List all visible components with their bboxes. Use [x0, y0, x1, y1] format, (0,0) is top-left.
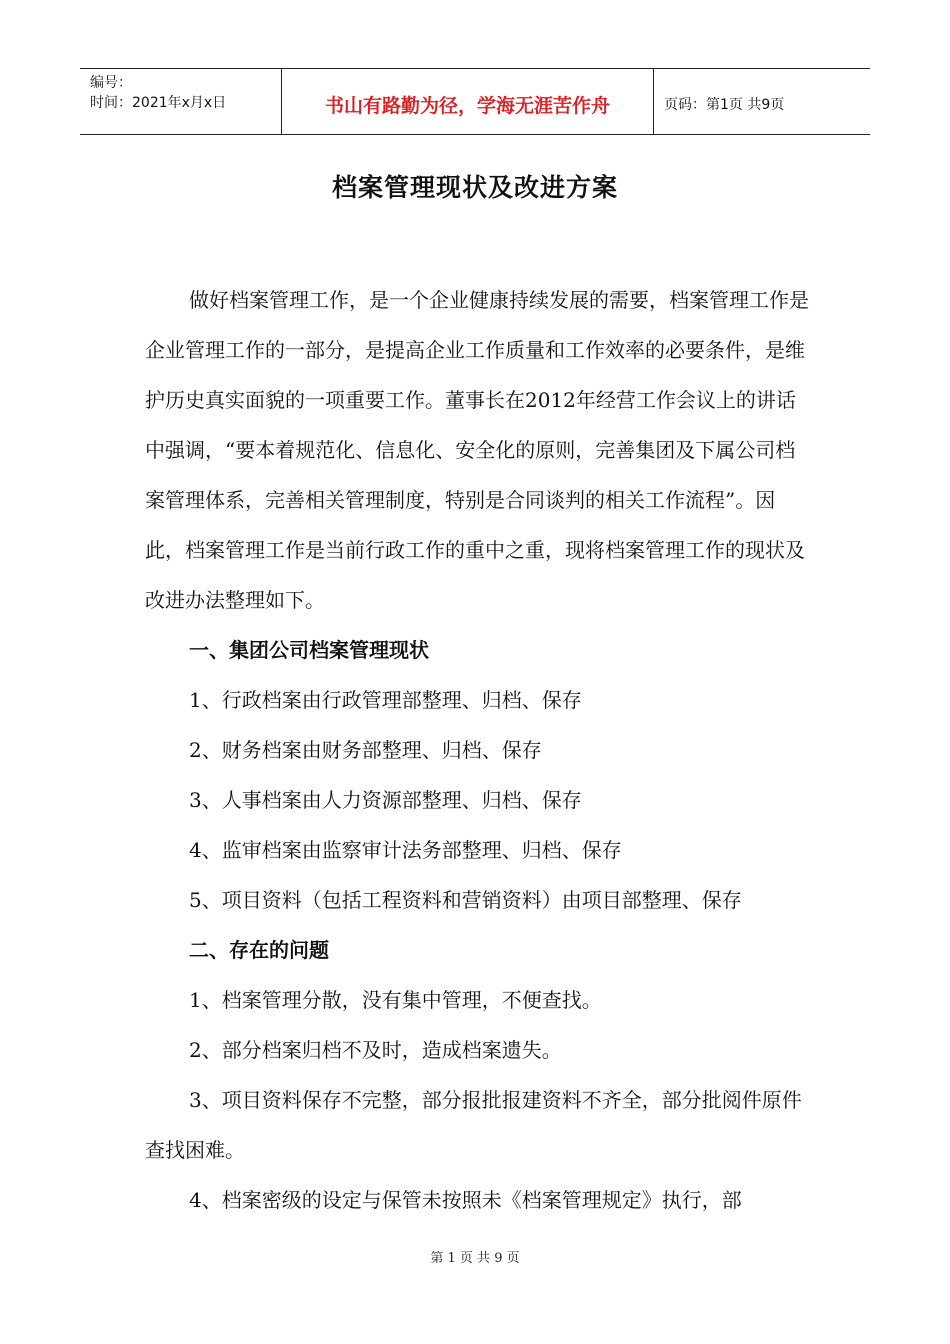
list-item: 1、档案管理分散，没有集中管理，不便查找。 [189, 988, 602, 1012]
section-heading-current-status: 一、集团公司档案管理现状 [189, 638, 429, 662]
list-item: 4、监审档案由监察审计法务部整理、归档、保存 [189, 838, 622, 862]
intro-paragraph: 做好档案管理工作，是一个企业健康持续发展的需要，档案管理工作是企业管理工作的一部分，是提高企业工作质量和工作效率的必要条件，是维护历史真实面貌的一项重要工作。董事长在2012年经营工作会议上的讲话中强调，“要本着规范化、信息化、安全化的原则，完善集团及下属公司档案管理体系，完善相关管理制度，特别是合同谈判的相关工作流程”。因此，档案管理工作是当前行政工作的重中之重，现将档案管理工作的现状及改进办法整理如下。 [145, 288, 809, 612]
document-body [145, 275, 810, 1225]
list-item: 3、项目资料保存不完整，部分报批报建资料不齐全，部分批阅件原件查找困难。 [145, 1088, 802, 1162]
page-header [80, 68, 870, 135]
list-item: 2、财务档案由财务部整理、归档、保存 [189, 738, 542, 762]
section-heading-problems: 二、存在的问题 [189, 938, 329, 962]
list-item: 4、档案密级的设定与保管未按照未《档案管理规定》执行，部 [189, 1188, 742, 1212]
header-number-label: 编号： [90, 75, 132, 91]
header-page-info: 页码：第1页 共9页 [664, 96, 785, 113]
page-footer: 第 1 页 共 9 页 [430, 1251, 520, 1266]
header-motto-cell [282, 69, 654, 134]
header-page-cell [654, 69, 870, 134]
list-item: 2、部分档案归档不及时，造成档案遗失。 [189, 1038, 562, 1062]
list-item: 1、行政档案由行政管理部整理、归档、保存 [189, 688, 582, 712]
header-meta-cell [80, 69, 282, 134]
header-time-label: 时间：2021年x月x日 [90, 95, 227, 111]
document-title: 档案管理现状及改进方案 [331, 173, 618, 202]
list-item: 3、人事档案由人力资源部整理、归档、保存 [189, 788, 582, 812]
header-motto: 书山有路勤为径，学海无涯苦作舟 [324, 95, 610, 117]
list-item: 5、项目资料（包括工程资料和营销资料）由项目部整理、保存 [189, 888, 742, 912]
